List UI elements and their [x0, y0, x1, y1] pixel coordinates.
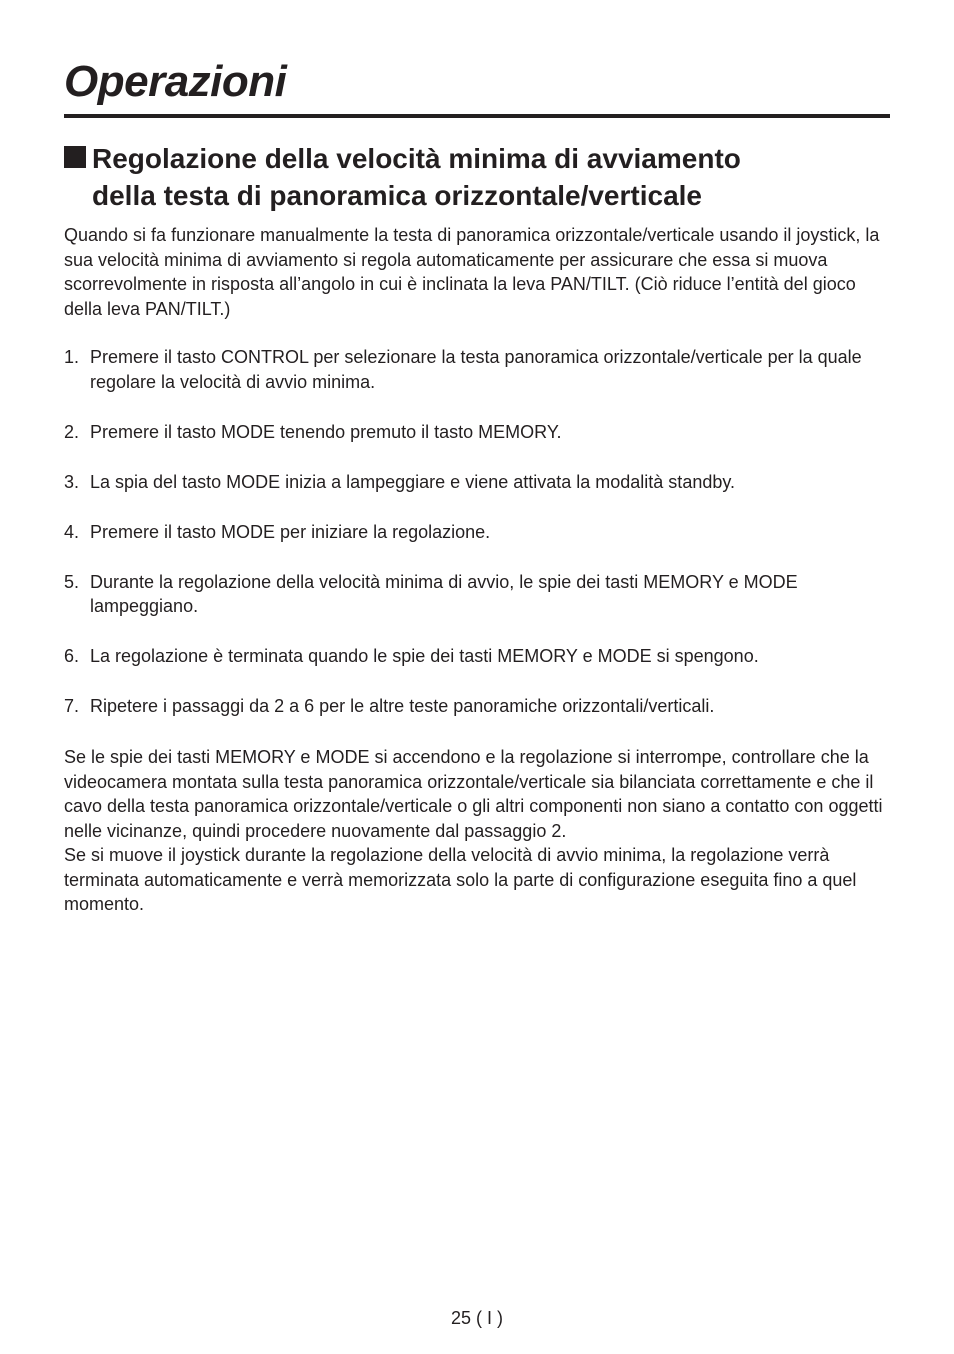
- page-number: 25 ( I ): [450, 1308, 503, 1328]
- section-heading: [64, 140, 904, 214]
- step-text: Durante la regolazione della velocità minima di avvio, le spie dei tasti MEMORY e MODE lampeggiano.: [90, 571, 798, 616]
- square-bullet-icon: [64, 146, 86, 168]
- step-text: Ripetere i passaggi da 2 a 6 per le altre teste panoramiche orizzontali/verticali.: [90, 696, 715, 716]
- title-rule: [64, 114, 890, 118]
- note-paragraph: Se le spie dei tasti MEMORY e MODE si accendono e la regolazione si interrompe, controllare che la videocamera montata sulla testa panoramica orizzontale/verticale sia bilanciata correttamente e che il cavo della testa panoramica orizzontale/verticale o gli altri componenti non siano a contatto con oggetti nelle vicinanze, quindi procedere nuovamente dal passaggio 2.: [64, 747, 883, 841]
- step-item: [64, 520, 894, 545]
- step-text: Premere il tasto MODE tenendo premuto il tasto MEMORY.: [90, 421, 562, 442]
- section-heading-line2: della testa di panoramica orizzontale/verticale: [92, 180, 702, 211]
- step-number: 2.: [64, 421, 80, 442]
- note-paragraph: Se si muove il joystick durante la regolazione della velocità di avvio minima, la regolazione verrà terminata automaticamente e verrà memorizzata solo la parte di configurazione eseguita fino a quel momento.: [64, 845, 857, 914]
- step-item: [64, 345, 894, 394]
- step-text: La regolazione è terminata quando le spie dei tasti MEMORY e MODE si spengono.: [90, 646, 759, 666]
- step-number: 7.: [64, 696, 80, 716]
- step-text: Premere il tasto CONTROL per selezionare la testa panoramica orizzontale/verticale per la quale regolare la velocità di avvio minima.: [90, 347, 862, 392]
- step-item: [64, 470, 894, 495]
- step-number: 6.: [64, 646, 80, 666]
- step-text: Premere il tasto MODE per iniziare la regolazione.: [90, 521, 491, 542]
- step-item: [64, 694, 894, 719]
- step-item: [64, 644, 894, 669]
- step-item: [64, 570, 894, 619]
- page-title: Operazioni: [64, 57, 287, 106]
- step-number: 3.: [64, 471, 80, 492]
- section-heading-line1: Regolazione della velocità minima di avviamento: [92, 143, 741, 174]
- step-item: [64, 420, 894, 445]
- steps-list: [64, 345, 894, 744]
- step-number: 1.: [64, 347, 80, 367]
- step-number: 4.: [64, 521, 80, 542]
- note-block: [64, 745, 894, 917]
- step-number: 5.: [64, 571, 80, 592]
- step-text: La spia del tasto MODE inizia a lampeggiare e viene attivata la modalità standby.: [90, 471, 736, 492]
- intro-paragraph: Quando si fa funzionare manualmente la testa di panoramica orizzontale/verticale usando il joystick, la sua velocità minima di avviamento si regola automaticamente per assicurare che essa si muova scorrevolmente in risposta all’angolo in cui è inclinata la leva PAN/TILT. (Ciò riduce l’entità del gioco della leva PAN/TILT.): [64, 225, 880, 319]
